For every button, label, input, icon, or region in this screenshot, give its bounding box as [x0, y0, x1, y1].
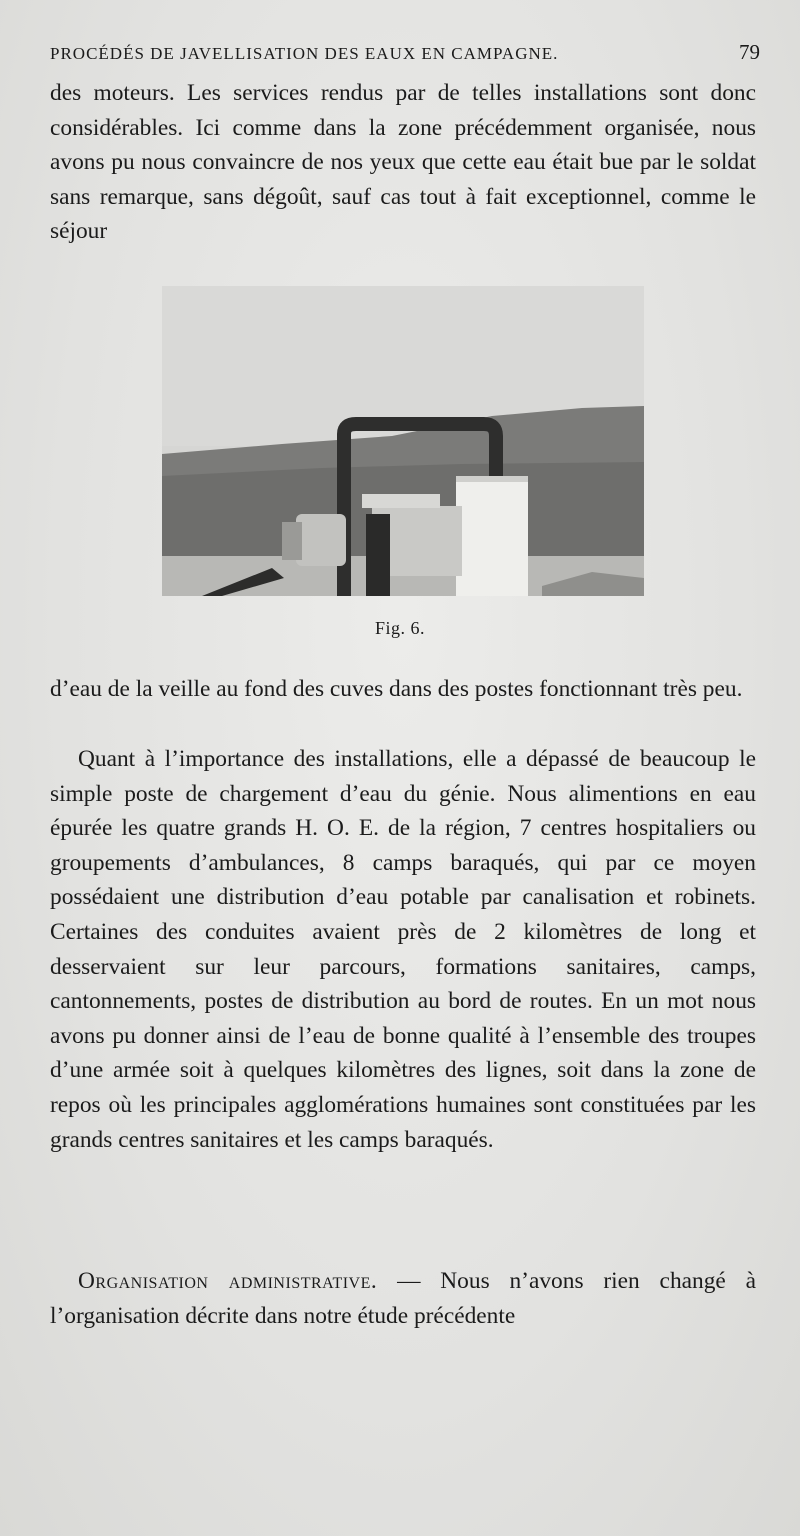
running-title: PROCÉDÉS DE JAVELLISATION DES EAUX EN CAMPAGNE.: [50, 44, 559, 63]
figure-caption: Fig. 6.: [374, 618, 425, 638]
paragraph-installations: Quant à l’importance des installations, elle a dépassé de beaucoup le simple poste de chargement d’eau du génie. Nous alimentions en eau épurée les quatre grands H. O. E. de la région, 7 centres hospitaliers ou groupements d’ambulances, 8 camps baraqués, qui par ce moyen possédaient une distribution d’eau potable par canalisation et robinets. Certaines des conduites avaient près de 2 kilomètres de long et desservaient sur leur parcours, formations sanitaires, camps, cantonnements, postes de distribution au bord de routes. En un mot nous avons pu donner ainsi de l’eau de bonne qualité à l’ensemble des troupes d’une armée soit à quelques kilomètres des lignes, soit dans la zone de repos où les principales agglomérations humaines sont constituées par les grands centres sanitaires et les camps baraqués.: [50, 746, 756, 1153]
figure-photo: [162, 286, 644, 596]
photo-water-pumping-apparatus: [162, 286, 644, 596]
section-heading: Organisation administrative.: [78, 1268, 378, 1294]
paragraph-after-figure: d’eau de la veille au fond des cuves dans des postes fonctionnant très peu.: [50, 676, 743, 702]
heading-dash: —: [397, 1268, 421, 1294]
page-number: 79: [739, 40, 760, 64]
paragraph-organisation-body: Nous n’avons rien changé à l’organisation décrite dans notre étude précédente: [50, 1268, 756, 1329]
paragraph-continued: des moteurs. Les services rendus par de telles installations sont donc considérables. Ici comme dans la zone précédemment organisée, nous avons pu nous convaincre de nos yeux que cette eau était bue par le soldat sans remarque, sans dégoût, sauf cas tout à fait exceptionnel, comme le séjour: [50, 80, 756, 245]
running-head: [50, 40, 760, 65]
paragraph-organisation: [50, 1264, 756, 1333]
